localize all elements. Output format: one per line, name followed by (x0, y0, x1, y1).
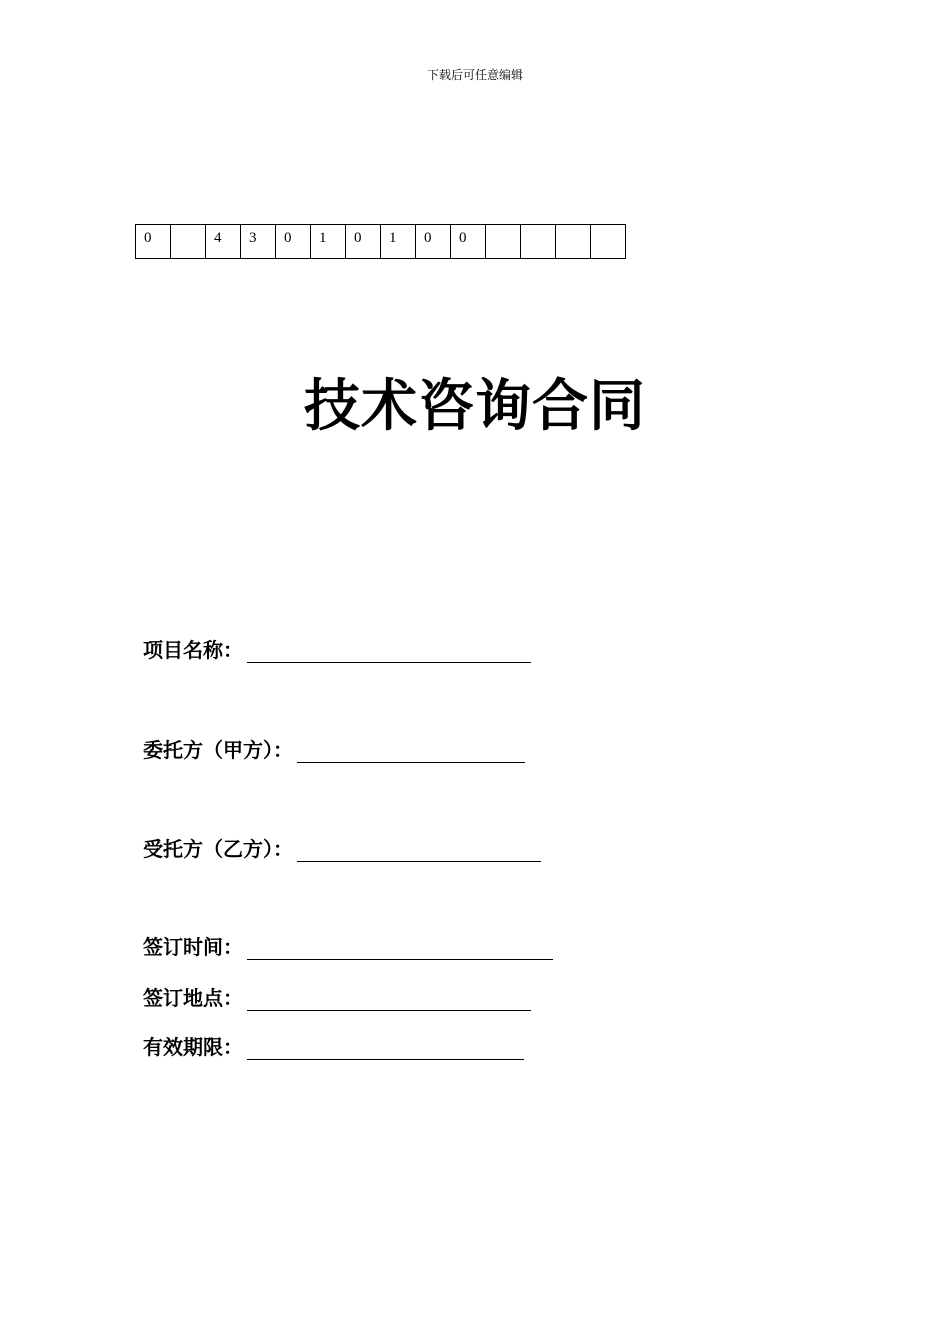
code-cell: 0 (451, 225, 486, 259)
project-name-blank[interactable] (247, 642, 531, 663)
sign-place-field (143, 982, 531, 1011)
validity-blank[interactable] (247, 1039, 524, 1060)
contractor-label: 受托方（乙方）： (143, 837, 293, 861)
client-label: 委托方（甲方）： (143, 738, 293, 762)
code-cell: 3 (241, 225, 276, 259)
document-title: 技术咨询合同 (304, 374, 646, 439)
code-cell: 1 (311, 225, 346, 259)
code-cell: 0 (346, 225, 381, 259)
header-note: 下载后可任意编辑 (426, 68, 523, 82)
code-cell: 4 (206, 225, 241, 259)
client-blank[interactable] (297, 742, 525, 763)
sign-time-field (143, 931, 553, 960)
sign-time-blank[interactable] (247, 939, 553, 960)
client-field (143, 734, 525, 763)
code-cell: 1 (381, 225, 416, 259)
code-cell (521, 225, 556, 259)
contractor-field (143, 833, 541, 862)
code-cell (591, 225, 626, 259)
sign-time-label: 签订时间： (143, 935, 243, 959)
code-cell (556, 225, 591, 259)
project-name-label: 项目名称： (143, 638, 243, 662)
validity-label: 有效期限： (143, 1035, 243, 1059)
sign-place-blank[interactable] (247, 990, 531, 1011)
project-name-field (143, 634, 531, 663)
code-cell: 0 (136, 225, 171, 259)
contractor-blank[interactable] (297, 841, 541, 862)
contract-code-grid (135, 224, 626, 259)
code-cell (171, 225, 206, 259)
code-cell (486, 225, 521, 259)
code-cell: 0 (276, 225, 311, 259)
code-cell: 0 (416, 225, 451, 259)
validity-field (143, 1031, 524, 1060)
sign-place-label: 签订地点： (143, 986, 243, 1010)
